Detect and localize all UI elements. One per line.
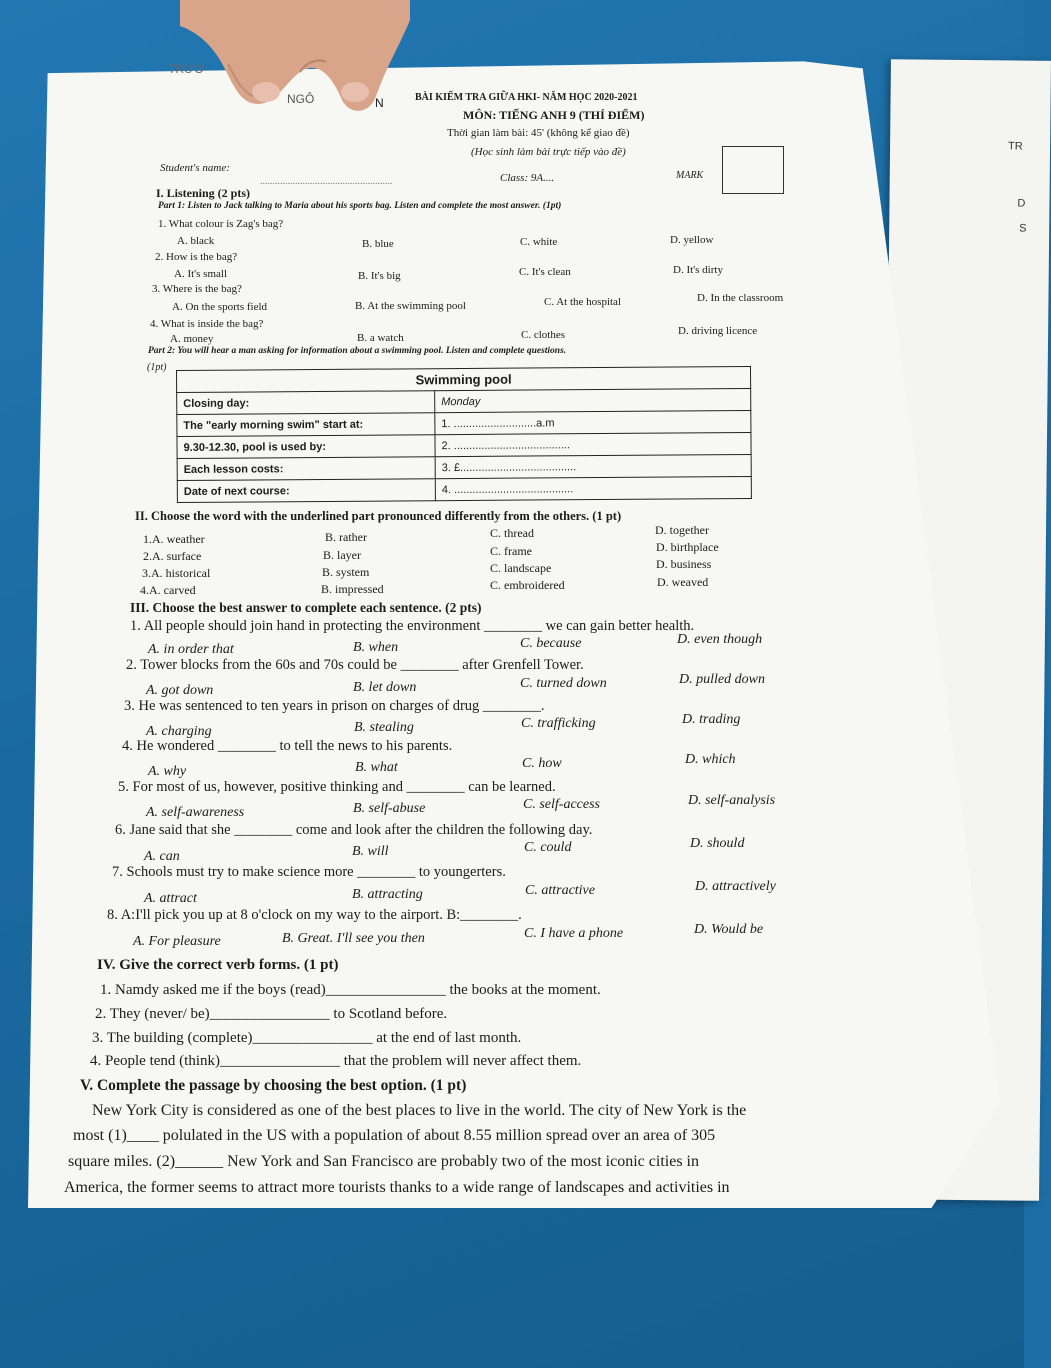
option: D. attractively xyxy=(695,879,776,894)
table-row xyxy=(177,476,751,502)
option: A. For pleasure xyxy=(133,934,221,949)
next-sheet-text: D xyxy=(1017,197,1026,210)
option: C. self-access xyxy=(523,797,600,812)
option: A. got down xyxy=(146,683,214,698)
option: D. yellow xyxy=(670,234,714,246)
option: C. frame xyxy=(490,544,532,558)
option: 2.A. surface xyxy=(143,549,202,563)
answer-blank[interactable]: 2. ...................................... xyxy=(435,432,751,456)
passage-line: most (1)____ polulated in the US with a population of about 8.55 million spread over an area of 305 xyxy=(73,1127,716,1144)
question-text: 3. The building (complete)________________ at the end of last month. xyxy=(92,1030,522,1046)
passage-line: America, the former seems to attract more tourists thanks to a wide range of landscapes and activities in xyxy=(64,1179,730,1196)
hand-fingers-image xyxy=(180,0,410,120)
question-text: 1. Namdy asked me if the boys (read)________________ the books at the moment. xyxy=(100,982,601,998)
next-sheet-text: S xyxy=(1019,222,1027,235)
option: B. attracting xyxy=(352,887,423,902)
student-name-label: Student's name: xyxy=(160,162,230,174)
option: D. business xyxy=(656,557,712,571)
option: B. let down xyxy=(353,680,417,695)
option: C. trafficking xyxy=(521,716,596,731)
school-name: N xyxy=(375,96,384,110)
option: D. Would be xyxy=(694,922,764,937)
question-text: 1. What colour is Zag's bag? xyxy=(158,218,284,230)
option: A. attract xyxy=(144,891,197,906)
question-text: 3. He was sentenced to ten years in prison on charges of drug ________. xyxy=(124,698,545,714)
table-cell-label: Closing day: xyxy=(177,391,435,415)
question-text: 1. All people should join hand in protecting the environment ________ we can gain better health. xyxy=(130,618,695,634)
option: C. At the hospital xyxy=(544,296,621,308)
option: D. In the classroom xyxy=(697,292,784,304)
table-cell-label: 9.30-12.30, pool is used by: xyxy=(177,435,435,459)
answer-blank[interactable]: 4. ....................................... xyxy=(435,476,751,500)
section-heading: IV. Give the correct verb forms. (1 pt) xyxy=(97,957,339,973)
part-points: (1pt) xyxy=(147,362,167,373)
mark-label: MARK xyxy=(676,170,704,181)
option: B. what xyxy=(355,760,398,775)
option: C. landscape xyxy=(490,561,552,575)
option: 1.A. weather xyxy=(143,532,205,546)
question-text: 3. Where is the bag? xyxy=(152,283,242,295)
question-text: 7. Schools must try to make science more ________ to youngerters. xyxy=(112,864,506,880)
exam-subject: MÔN: TIẾNG ANH 9 (THÍ ĐIỂM) xyxy=(463,108,645,122)
option: B. impressed xyxy=(321,582,384,596)
next-sheet-text: TR xyxy=(1008,140,1023,153)
option: D. together xyxy=(655,523,709,537)
question-text: 4. People tend (think)________________ that the problem will never affect them. xyxy=(90,1053,582,1069)
option: C. turned down xyxy=(520,676,607,691)
exam-content: TRƯỜ NGÔ N BÀI KIỂM TRA GIỮA HKI- NĂM HỌC 2020-2021 MÔN: TIẾNG ANH 9 (THÍ ĐIỂM) Thời gian làm bài: 45' (không kể giao đề) (Học sinh làm bài trực tiếp vào đề) Student's name: ..................................................... Class: 9A.... MARK I. Listening (2 pts) Part 1: Listen to Jack talking to Maria about his sports bag. Listen and complete the most answer. (1pt) 1. What colour is Zag's bag? A. black B. blue C. white D. yellow 2. How is the bag? A. It's small B. It's big C. It's clean D. It's dirty 3. Where is the bag? A. On the sports field B. At the swimming pool C. At the hospital D. In the classroom 4. What is inside the bag? A. money B. a watch C. clothes D. driving licence Part 2: You will hear a man asking for information about a swimming pool. Listen and complete questions. (1pt) Swimming pool Closing day: Monday The "early morning swim" start at: 1. ...........................a.m 9.30-12.30, pool is used by: 2. ...................................... Each lesson costs: 3. £...................................... Date of next course: 4. ....................................... II. Choose the word with the underlined part pronounced differently from the others. (1 pt) 1.A. weather B. rather C. thread D. together 2.A. surface B. layer C. frame D. birthplace 3.A. historical B. system C. landscape D. business 4.A. carved B. impressed C. embroidered D. weaved III. Choose the best answer to complete each sentence. (2 pts) 1. All people should join hand in protecting the environment ________ we can gain better health. A. in order that B. when C. because D. even though 2. Tower blocks from the 60s and 70s could be ________ after Grenfell Tower. A. got down B. let down C. turned down D. pulled down 3. He was sentenced to ten years in prison on charges of drug ________. A. charging B. stealing C. trafficking D. trading 4. He wondered ________ to tell the news to his parents. A. why B. what C. how D. which 5. For most of us, however, positive thinking and ________ can be learned. A. self-awareness B. self-abuse C. self-access D. self-analysis 6. Jane said that she ________ come and look after the children the following day. A. can B. will C. could D. should 7. Schools must try to make science more ________ to youngerters. A. attract B. attracting C. attractive D. attractively 8. A:I'll pick you up at 8 o'clock on my way to the airport. B:________. A. For pleasure B. Great. I'll see you then C. I have a phone D. Would be IV. Give the correct verb forms. (1 pt) 1. Namdy asked me if the boys (read)________________ the books at the moment. 2. They (never/ be)________________ to Scotland before. 3. The building (complete)________________ at the end of last month. 4. People tend (think)________________ that the problem will never affect them. V. Complete the passage by choosing the best option. (1 pt) New York City is considered as one of the best places to live in the world. The city of New York is the most (1)____ polulated in the US with a population of about 8.55 million spread over an area of 305 square miles. (2)______ New York and San Francisco are probably two of the most iconic cities in America, the former seems to attract more tourists thanks to a wide range of landscapes and activities in xyxy=(64,62,784,1196)
option: D. weaved xyxy=(657,575,709,589)
school-name: TRƯỜ xyxy=(168,62,205,76)
passage-line: New York City is considered as one of the best places to live in the world. The city of New York is the xyxy=(92,1102,747,1119)
question-text: 2. They (never/ be)________________ to Scotland before. xyxy=(95,1006,448,1022)
option: B. when xyxy=(353,640,399,655)
question-text: 4. He wondered ________ to tell the news to his parents. xyxy=(122,738,453,754)
answer-blank[interactable]: 3. £...................................... xyxy=(435,454,751,478)
part-instruction: Part 1: Listen to Jack talking to Maria about his sports bag. Listen and complete the most answer. (1pt) xyxy=(158,201,562,211)
passage-line: square miles. (2)______ New York and San Francisco are probably two of the most iconic cities in xyxy=(68,1153,699,1170)
class-label: Class: 9A.... xyxy=(500,172,555,184)
option: B. At the swimming pool xyxy=(355,300,466,312)
question-text: 2. How is the bag? xyxy=(155,251,238,263)
option: C. could xyxy=(524,840,572,855)
table-cell-label: Date of next course: xyxy=(177,479,435,503)
option: A. charging xyxy=(146,724,212,739)
option: A. It's small xyxy=(174,268,228,280)
option: A. can xyxy=(144,849,180,864)
option: A. why xyxy=(148,764,187,779)
option: B. It's big xyxy=(358,270,401,282)
table-cell-value: Monday xyxy=(435,388,751,412)
section-heading: I. Listening (2 pts) xyxy=(156,186,251,200)
option: A. in order that xyxy=(148,642,234,657)
option: C. embroidered xyxy=(490,578,565,592)
option: B. a watch xyxy=(357,332,404,344)
option: C. attractive xyxy=(525,883,595,898)
option: C. It's clean xyxy=(519,266,571,278)
option: D. trading xyxy=(682,712,741,727)
mark-box xyxy=(722,146,784,194)
question-text: 4. What is inside the bag? xyxy=(150,318,264,330)
option: D. even though xyxy=(677,632,763,647)
answer-blank[interactable]: 1. ...........................a.m xyxy=(435,410,751,434)
swimming-pool-table xyxy=(176,366,752,503)
option: D. self-analysis xyxy=(688,793,776,808)
option: D. driving licence xyxy=(678,325,758,337)
section-heading: II. Choose the word with the underlined part pronounced differently from the others. (1 pt) xyxy=(135,509,622,523)
exam-title: BÀI KIỂM TRA GIỮA HKI- NĂM HỌC 2020-2021 xyxy=(415,92,638,103)
option: A. On the sports field xyxy=(172,301,268,313)
question-text: 5. For most of us, however, positive thinking and ________ can be learned. xyxy=(118,779,556,795)
option: B. rather xyxy=(325,530,367,544)
option: C. clothes xyxy=(521,329,565,341)
option: A. self-awareness xyxy=(146,805,245,820)
section-heading: III. Choose the best answer to complete each sentence. (2 pts) xyxy=(130,600,482,615)
option: D. It's dirty xyxy=(673,264,723,276)
option: A. black xyxy=(177,235,215,247)
exam-time: Thời gian làm bài: 45' (không kể giao đề) xyxy=(447,127,630,139)
option: C. how xyxy=(522,756,562,771)
option: B. blue xyxy=(362,238,394,250)
school-name: NGÔ xyxy=(287,92,315,106)
option: D. should xyxy=(690,836,745,851)
option: B. system xyxy=(322,565,370,579)
option: D. pulled down xyxy=(679,672,765,687)
option: B. will xyxy=(352,844,389,859)
option: B. layer xyxy=(323,548,361,562)
exam-note: (Học sinh làm bài trực tiếp vào đề) xyxy=(471,146,626,158)
option: 4.A. carved xyxy=(140,583,196,597)
part-instruction: Part 2: You will hear a man asking for information about a swimming pool. Listen and complete questions. xyxy=(148,346,567,356)
option: C. I have a phone xyxy=(524,926,624,941)
option: C. thread xyxy=(490,526,534,540)
table-cell-label: Each lesson costs: xyxy=(177,457,435,481)
option: D. birthplace xyxy=(656,540,719,554)
question-text: 8. A:I'll pick you up at 8 o'clock on my way to the airport. B:________. xyxy=(107,907,522,923)
question-text: 6. Jane said that she ________ come and look after the children the following day. xyxy=(115,822,593,838)
option: C. because xyxy=(520,636,582,651)
option: D. which xyxy=(685,752,736,767)
option: C. white xyxy=(520,236,558,248)
option: B. Great. I'll see you then xyxy=(282,931,425,946)
option: B. stealing xyxy=(354,720,414,735)
table-cell-label: The "early morning swim" start at: xyxy=(177,413,435,437)
option: B. self-abuse xyxy=(353,801,426,816)
table-title: Swimming pool xyxy=(177,366,751,392)
section-heading: V. Complete the passage by choosing the best option. (1 pt) xyxy=(80,1077,467,1094)
option: A. money xyxy=(170,333,214,345)
question-text: 2. Tower blocks from the 60s and 70s could be ________ after Grenfell Tower. xyxy=(126,657,584,673)
option: 3.A. historical xyxy=(142,566,211,580)
